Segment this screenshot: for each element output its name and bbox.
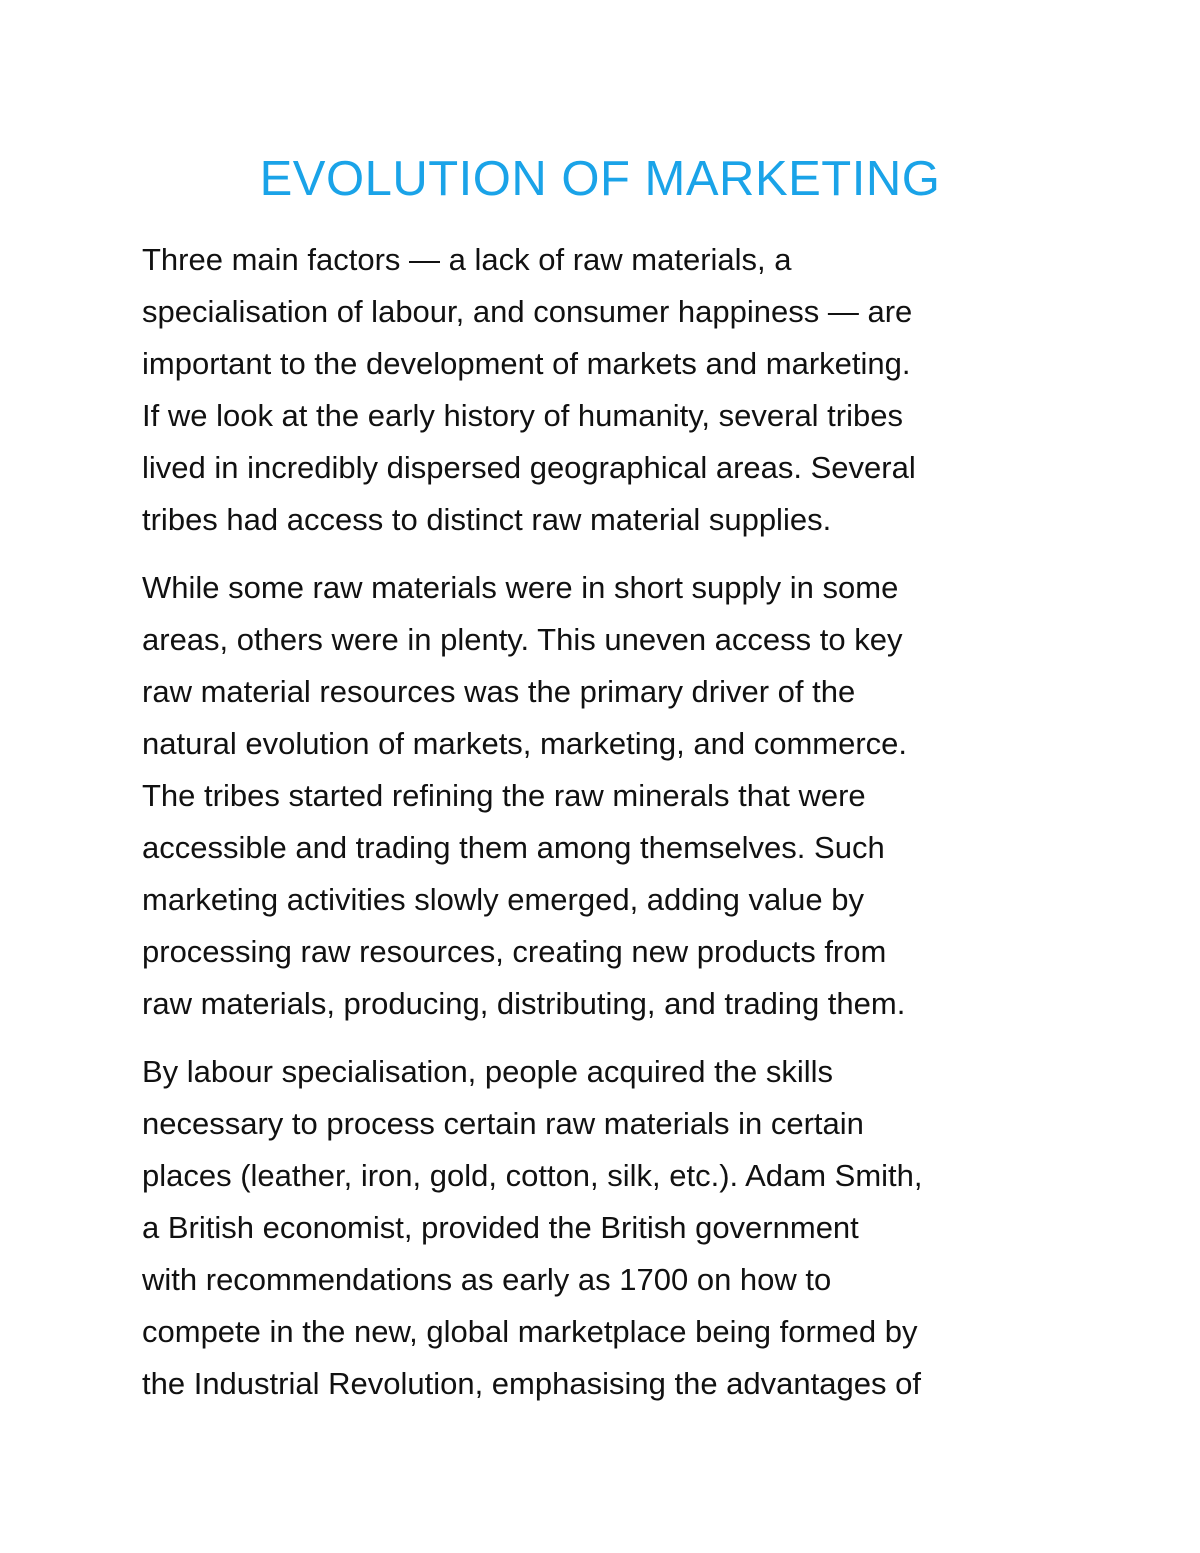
text-line: While some raw materials were in short supply in some [142,570,899,605]
text-line: compete in the new, global marketplace being formed by [142,1314,918,1349]
text-line: the Industrial Revolution, emphasising the advantages of [142,1366,921,1401]
text-line: natural evolution of markets, marketing, and commerce. [142,726,908,761]
text-line: places (leather, iron, gold, cotton, silk, etc.). Adam Smith, [142,1158,923,1193]
text-line: marketing activities slowly emerged, adding value by [142,882,864,917]
paragraph-1 [142,234,1082,546]
text-line: necessary to process certain raw materials in certain [142,1106,864,1141]
text-line: a British economist, provided the British government [142,1210,859,1245]
text-line: processing raw resources, creating new products from [142,934,887,969]
text-line: accessible and trading them among themselves. Such [142,830,885,865]
text-line: important to the development of markets and marketing. [142,346,911,381]
page-title: EVOLUTION OF MARKETING [259,152,941,206]
text-line: lived in incredibly dispersed geographical areas. Several [142,450,916,485]
paragraph-2 [142,562,1082,1030]
paragraph-3 [142,1046,1082,1410]
text-line: raw material resources was the primary driver of the [142,674,856,709]
text-line: If we look at the early history of humanity, several tribes [142,398,903,433]
text-line: with recommendations as early as 1700 on how to [142,1262,832,1297]
text-line: Three main factors — a lack of raw materials, a [142,242,792,277]
text-line: By labour specialisation, people acquired the skills [142,1054,834,1089]
text-line: tribes had access to distinct raw material supplies. [142,502,832,537]
document-body [142,234,1082,1426]
text-line: areas, others were in plenty. This uneven access to key [142,622,903,657]
text-line: The tribes started refining the raw minerals that were [142,778,866,813]
text-line: specialisation of labour, and consumer happiness — are [142,294,913,329]
text-line: raw materials, producing, distributing, and trading them. [142,986,906,1021]
